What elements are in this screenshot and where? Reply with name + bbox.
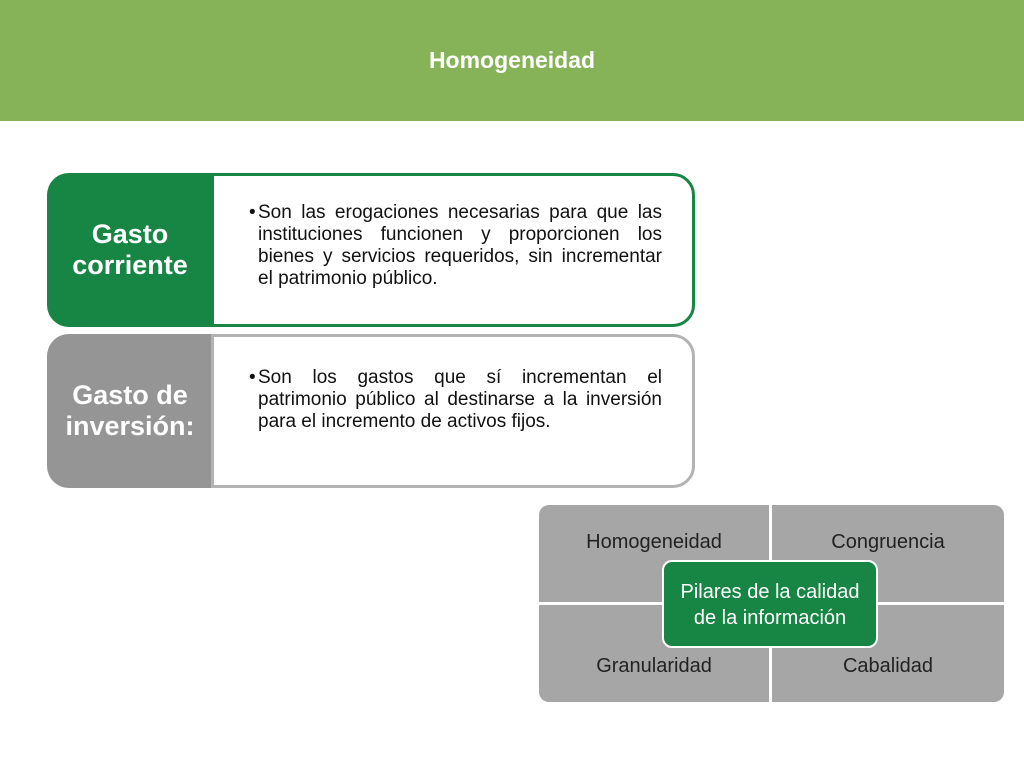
header-bar	[0, 0, 1024, 121]
concept-description-box	[211, 173, 695, 327]
concept-description-box	[211, 334, 695, 488]
concept-label-line: inversión:	[65, 411, 195, 441]
concept-description: • Son los gastos que sí incrementan el patrimonio público al destinarse a la inversión para el incremento de activos fijos.	[258, 367, 662, 433]
concept-description: • Son las erogaciones necesarias para que las instituciones funcionen y proporcionen los bienes y servicios requeridos, sin incrementar el patrimonio público.	[258, 202, 662, 290]
concept-label-box	[47, 334, 213, 488]
pillars-center-line: Pilares de la calidad	[680, 581, 860, 603]
pillar-label: Cabalidad	[842, 655, 934, 677]
concept-label-line: corriente	[72, 250, 188, 280]
pillar-label: Congruencia	[831, 531, 945, 553]
pillars-center-box	[662, 560, 878, 648]
concept-gasto-corriente	[47, 173, 695, 327]
slide-title: Homogeneidad	[428, 47, 596, 73]
concept-label-line: Gasto de	[72, 380, 188, 410]
pillar-label: Homogeneidad	[586, 531, 722, 553]
pillar-label: Granularidad	[596, 655, 712, 677]
pillars-center-line: de la información	[693, 607, 847, 629]
concept-label-box	[47, 173, 213, 327]
concept-label-line: Gasto	[91, 219, 169, 249]
pillars-diagram	[539, 505, 1004, 702]
concept-gasto-inversion	[47, 334, 695, 488]
